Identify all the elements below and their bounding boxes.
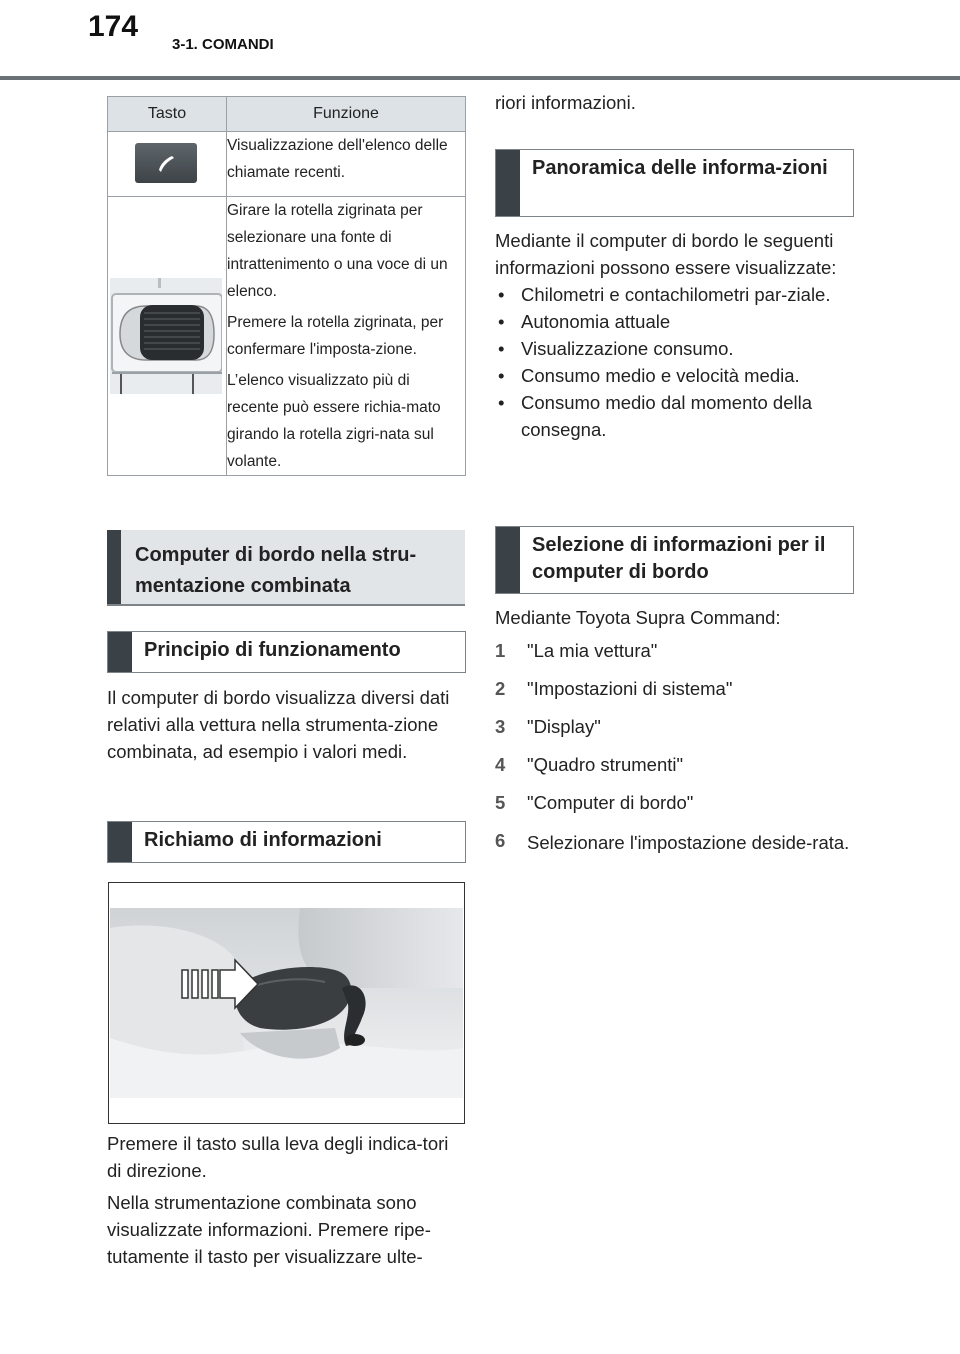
step-text: "La mia vettura" bbox=[527, 640, 658, 661]
step-number: 2 bbox=[495, 678, 506, 699]
list-item bbox=[495, 788, 855, 818]
function-text: L’elenco visualizzato più di recente può essere richia-mato girando la rotella zigri-nata sul volante. bbox=[227, 372, 441, 470]
key-cell bbox=[108, 132, 227, 197]
heading-bar bbox=[108, 822, 132, 862]
step-text: "Computer di bordo" bbox=[527, 792, 694, 813]
key-cell bbox=[108, 197, 227, 476]
heading-computer-di-bordo bbox=[107, 530, 465, 606]
selection-intro bbox=[495, 604, 855, 631]
heading-selezione bbox=[495, 526, 854, 594]
function-cell bbox=[227, 132, 466, 197]
step-text: "Impostazioni di sistema" bbox=[527, 678, 733, 699]
list-item: • Consumo medio e velocità media. bbox=[495, 362, 855, 389]
thumbwheel-icon bbox=[110, 278, 222, 394]
function-text: Premere la rotella zigrinata, per confermare l'imposta-zione. bbox=[227, 314, 444, 358]
principle-paragraph bbox=[107, 684, 467, 765]
figure-frame bbox=[108, 882, 465, 1124]
paragraph-text: Il computer di bordo visualizza diversi dati relativi alla vettura nella strumenta-zione combinata, ad esempio i valori medi. bbox=[107, 687, 450, 762]
heading-text: Selezione di informazioni per il computer di bordo bbox=[532, 534, 826, 583]
heading-bar bbox=[108, 632, 132, 672]
table-header-row bbox=[108, 97, 466, 132]
step-number: 3 bbox=[495, 716, 506, 737]
header-rule bbox=[0, 76, 960, 80]
overview-list bbox=[495, 281, 855, 443]
page-number: 174 bbox=[88, 10, 139, 43]
press-paragraph bbox=[107, 1130, 467, 1184]
section-title: 3-1. COMANDI bbox=[172, 36, 274, 53]
step-number: 6 bbox=[495, 830, 506, 851]
table-row bbox=[108, 132, 466, 197]
list-item: • Visualizzazione consumo. bbox=[495, 335, 855, 362]
step-text: "Quadro strumenti" bbox=[527, 754, 684, 775]
heading-panoramica bbox=[495, 149, 854, 217]
step-text: Selezionare l'impostazione deside-rata. bbox=[527, 832, 850, 853]
heading-richiamo bbox=[107, 821, 466, 863]
continued-paragraph bbox=[495, 89, 855, 116]
steps-list bbox=[495, 636, 855, 868]
heading-bar bbox=[496, 527, 520, 593]
function-text: Girare la rotella zigrinata per selezionare una fonte di intrattenimento o una voce di un elenco. bbox=[227, 202, 448, 300]
step-number: 5 bbox=[495, 792, 506, 813]
function-text: Visualizzazione dell'elenco delle chiamate recenti. bbox=[227, 137, 448, 181]
turn-signal-lever-illustration bbox=[110, 908, 463, 1098]
list-item bbox=[495, 750, 855, 780]
heading-bar bbox=[496, 150, 520, 216]
list-item: • Autonomia attuale bbox=[495, 308, 855, 335]
paragraph-text: Mediante Toyota Supra Command: bbox=[495, 607, 781, 628]
heading-text: Principio di funzionamento bbox=[144, 639, 401, 661]
step-text: "Display" bbox=[527, 716, 601, 737]
list-item bbox=[495, 826, 855, 860]
list-item: • Consumo medio dal momento della consegna. bbox=[495, 389, 855, 443]
heading-principio bbox=[107, 631, 466, 673]
heading-text: Panoramica delle informa-zioni bbox=[532, 157, 828, 179]
heading-text: Richiamo di informazioni bbox=[144, 829, 382, 851]
phone-icon bbox=[135, 143, 197, 183]
column-header-function: Funzione bbox=[227, 97, 466, 132]
display-paragraph bbox=[107, 1189, 467, 1270]
overview-intro: Mediante il computer di bordo le seguenti informazioni possono essere visualizzate: bbox=[495, 230, 837, 278]
list-item: • Chilometri e contachilometri par-ziale. bbox=[495, 281, 855, 308]
function-cell bbox=[227, 197, 466, 476]
paragraph-text: Premere il tasto sulla leva degli indica-tori di direzione. bbox=[107, 1133, 449, 1181]
overview-section bbox=[495, 227, 855, 443]
controls-table bbox=[107, 96, 466, 476]
step-number: 4 bbox=[495, 754, 506, 775]
list-item bbox=[495, 636, 855, 666]
step-number: 1 bbox=[495, 640, 506, 661]
heading-text: Computer di bordo nella stru-mentazione combinata bbox=[135, 544, 417, 597]
paragraph-text: Nella strumentazione combinata sono visualizzate informazioni. Premere ripe-tutamente il tasto per visualizzare ulte- bbox=[107, 1192, 431, 1267]
list-item bbox=[495, 674, 855, 704]
heading-bar bbox=[107, 530, 121, 604]
paragraph-text: riori informazioni. bbox=[495, 92, 636, 113]
list-item bbox=[495, 712, 855, 742]
table-row bbox=[108, 197, 466, 476]
column-header-key: Tasto bbox=[108, 97, 227, 132]
